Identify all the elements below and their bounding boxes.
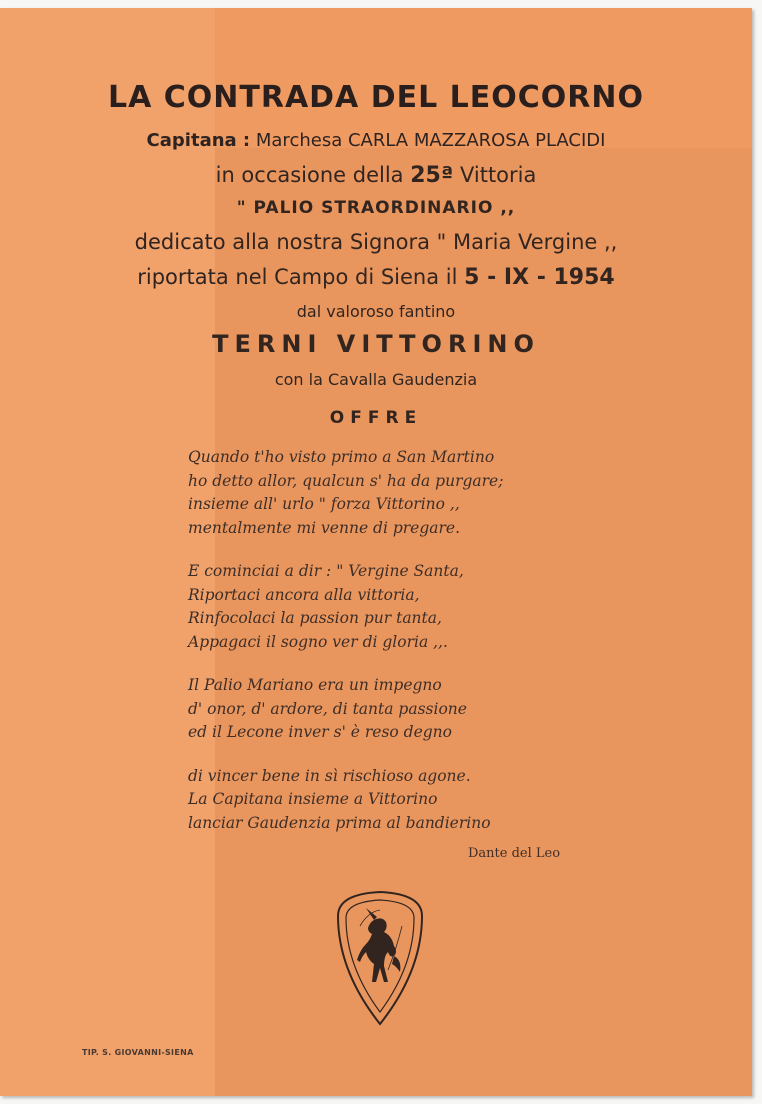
victory-number: 25ª	[410, 163, 454, 188]
poem-line: d' onor, d' ardore, di tanta passione	[188, 699, 467, 718]
palio-name: " PALIO STRAORDINARIO ,,	[236, 198, 516, 218]
poem-line: ed il Lecone inver s' è reso degno	[188, 723, 452, 741]
poem-line: lanciar Gaudenzia prima al bandierino	[188, 813, 491, 832]
poem-line: Il Palio Mariano era un impegno	[188, 676, 442, 694]
printer-credit: TIP. S. GIOVANNI-SIENA	[82, 1048, 194, 1057]
jockey-intro: dal valoroso fantino	[296, 302, 456, 321]
poster-sheet	[0, 8, 752, 1096]
poem-author: Dante del Leo	[468, 846, 561, 861]
poem-line: di vincer bene in sì rischioso agone.	[188, 766, 471, 785]
poem-line: Riportaci ancora alla vittoria,	[188, 585, 420, 604]
capitana-name: Marchesa CARLA MAZZAROSA PLACIDI	[255, 130, 606, 151]
location-line	[0, 265, 752, 290]
poem-line: Appagaci il sogno ver di gloria ,,.	[188, 632, 448, 651]
capitana-line	[0, 130, 752, 151]
poem-line: Quando t'ho visto primo a San Martino	[188, 448, 495, 466]
poem-line: Rinfocolaci la passion pur tanta,	[188, 609, 442, 627]
horse-line: con la Cavalla Gaudenzia	[274, 370, 478, 389]
jockey-name: TERNI VITTORINO	[212, 330, 540, 358]
poem-stanza-3	[188, 674, 503, 745]
poem-stanza-2	[188, 560, 503, 654]
poem-line: mentalmente mi venne di pregare.	[188, 518, 461, 537]
poem-line: La Capitana insieme a Vittorino	[188, 790, 438, 808]
occasion-line	[0, 163, 752, 188]
occasion-text: in occasione della	[215, 163, 404, 187]
poster-title: LA CONTRADA DEL LEOCORNO	[107, 80, 645, 115]
location-text: riportata nel Campo di Siena il	[137, 265, 458, 289]
poem-stanza-1	[188, 446, 503, 540]
palio-date: 5 - IX - 1954	[464, 265, 615, 290]
poem-line: E cominciai a dir : " Vergine Santa,	[188, 562, 464, 580]
capitana-label: Capitana :	[146, 130, 251, 151]
offers-heading: OFFRE	[329, 408, 423, 428]
poem-stanza-4	[188, 765, 503, 836]
poem-line: ho detto allor, qualcun s' ha da purgare;	[188, 471, 504, 490]
poem-line: insieme all' urlo " forza Vittorino ,,	[188, 495, 460, 513]
unicorn-crest-icon	[330, 886, 430, 1031]
victory-word: Vittoria	[459, 163, 537, 187]
poem	[188, 446, 503, 855]
dedication-line: dedicato alla nostra Signora " Maria Vergine ,,	[134, 230, 618, 254]
